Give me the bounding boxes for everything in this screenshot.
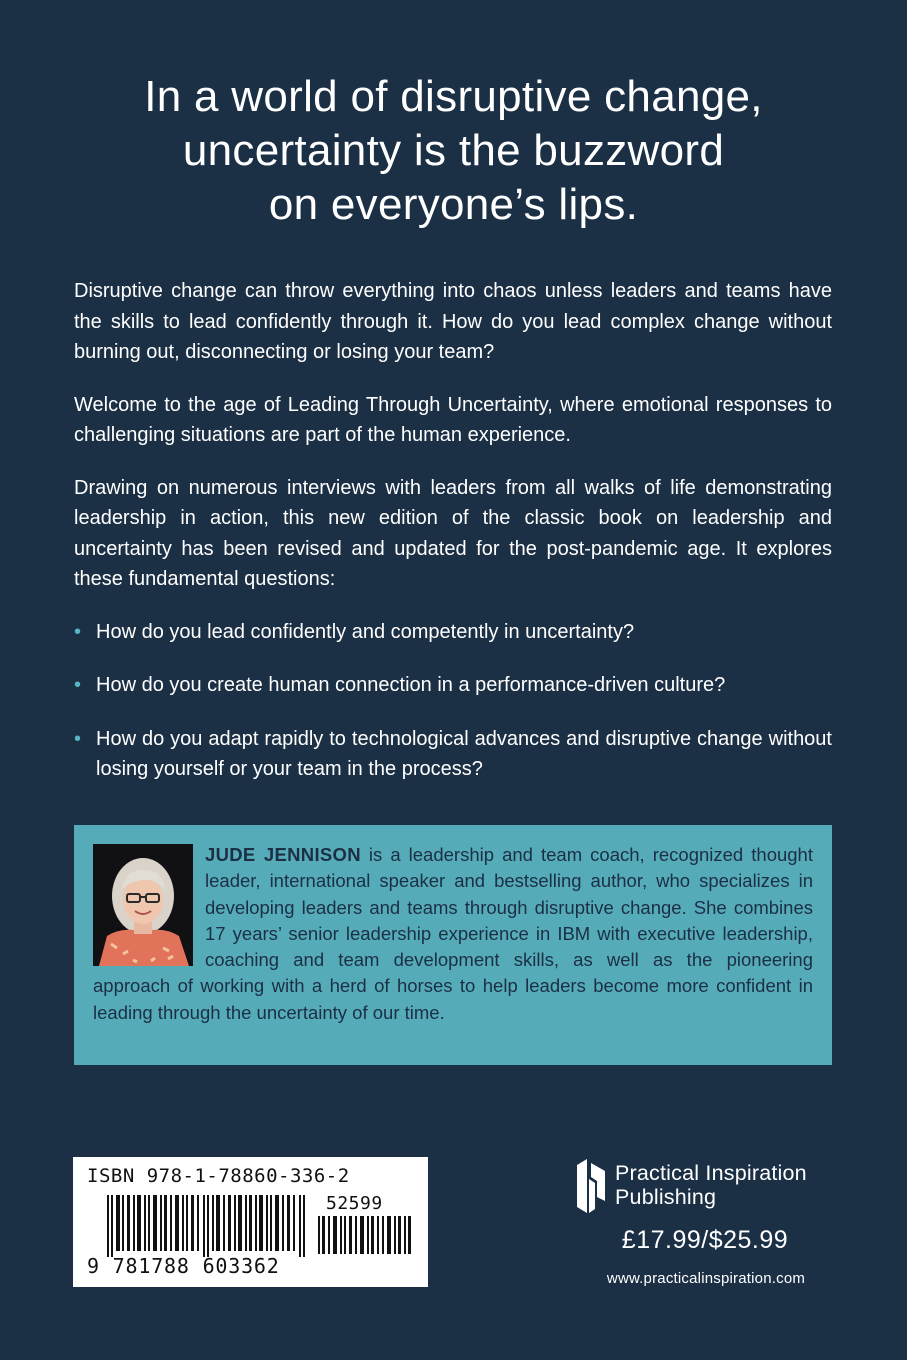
headline-line-1: In a world of disruptive change, (144, 72, 763, 121)
author-name: JUDE JENNISON (205, 844, 361, 865)
ean-number: 9 781788 603362 (87, 1254, 280, 1278)
blurb-body (74, 276, 832, 808)
blurb-paragraph-3: Drawing on numerous interviews with leaders from all walks of life demonstrating leadership in action, this new edition of the classic book on leadership and uncertainty has been revised and updated for the post-pandemic age. It explores these fundamental questions: (74, 476, 832, 590)
publisher-url: www.practicalinspiration.com (606, 1270, 806, 1287)
blurb-paragraph-1: Disruptive change can throw everything into chaos unless leaders and teams have the skills to lead confidently through it. How do you lead complex change without burning out, disconnecting or losing your team? (74, 280, 832, 363)
question-item (74, 670, 832, 701)
isbn-number: ISBN 978-1-78860-336-2 (87, 1165, 350, 1187)
publisher-name-line-2: Publishing (615, 1185, 717, 1209)
question-item (74, 724, 832, 785)
bullet-icon: • (74, 727, 82, 750)
headline-line-2: uncertainty is the buzzword (182, 126, 725, 175)
question-text: How do you create human connection in a performance-driven culture? (96, 674, 726, 696)
barcode-addon-number: 52599 (326, 1193, 383, 1214)
ean-barcode-bars-icon (107, 1195, 307, 1257)
publisher-name (615, 1161, 807, 1209)
question-text: How do you adapt rapidly to technological advances and disruptive change without losing yourself or your team in the process? (96, 727, 832, 780)
price: £17.99/$25.99 (621, 1226, 789, 1254)
headline-line-3: on everyone’s lips. (268, 180, 639, 229)
author-bio-text (93, 842, 813, 1026)
bullet-icon: • (74, 620, 82, 643)
cover-headline (60, 70, 847, 232)
question-list (74, 617, 832, 785)
publisher-name-line-1: Practical Inspiration (615, 1161, 807, 1185)
question-text: How do you lead confidently and competently in uncertainty? (96, 620, 635, 643)
isbn-barcode (73, 1157, 428, 1287)
question-item (74, 617, 832, 648)
publisher-mark-icon (575, 1157, 607, 1215)
blurb-paragraph-2: Welcome to the age of Leading Through Uncertainty, where emotional responses to challenging situations are part of the human experience. (74, 393, 832, 446)
author-bio-box (74, 825, 832, 1065)
addon-barcode-bars-icon (318, 1216, 413, 1254)
author-description: is a leadership and team coach, recognized thought leader, international speaker and bestselling author, who specializes in developing leaders and teams through disruptive change. She combines 17 years’ senior leadership experience in IBM with executive leadership, coaching and team development skills, as well as the pioneering approach of working with a herd of horses to help leaders become more confident in leading through the uncertainty of our time. (93, 844, 813, 1023)
publisher-logo (575, 1157, 845, 1217)
photo-spacer (93, 842, 205, 972)
bullet-icon: • (74, 674, 82, 696)
